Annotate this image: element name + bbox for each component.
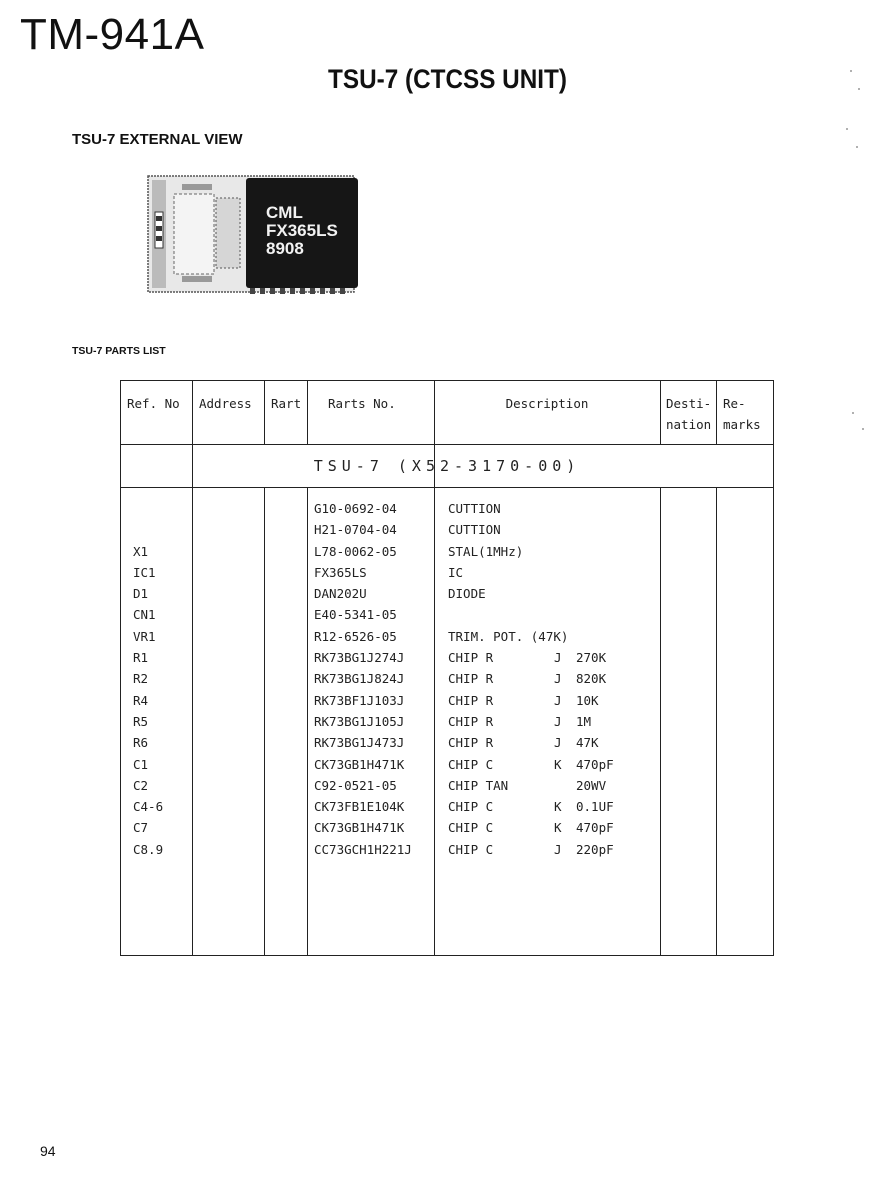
cell-tolerance: J — [554, 713, 562, 729]
cell-value: 220pF — [576, 841, 614, 857]
cell-parts-no: H21-0704-04 — [314, 522, 397, 538]
cell-description: STAL(1MHz) — [448, 543, 524, 559]
cell-ref: R5 — [133, 713, 149, 729]
table-row — [121, 733, 773, 754]
header-remarks — [723, 393, 761, 435]
cell-ref: X1 — [133, 543, 149, 559]
external-view-heading: TSU-7 EXTERNAL VIEW — [72, 131, 243, 148]
parts-table — [120, 380, 774, 956]
cell-ref: VR1 — [133, 628, 156, 644]
cell-parts-no: RK73BG1J824J — [314, 671, 405, 687]
table-row — [121, 776, 773, 797]
group-title: TSU-7 (X52-3170-00) — [313, 457, 581, 475]
header-remarks-line1: Re- — [723, 396, 746, 411]
header-remarks-line2: marks — [723, 417, 761, 432]
scan-speck — [858, 88, 860, 90]
cell-description: CUTTION — [448, 501, 501, 516]
model-title: TM-941A — [20, 10, 205, 59]
cell-description: CHIP C — [448, 820, 494, 836]
col-divider — [660, 381, 661, 445]
table-row — [121, 542, 773, 563]
chip-marking-3: 8908 — [266, 239, 304, 258]
cell-tolerance: J — [554, 692, 562, 708]
cell-description: IC — [448, 564, 464, 580]
header-destination-line2: nation — [666, 417, 712, 432]
cell-description: CHIP R — [448, 735, 494, 751]
unit-photo — [146, 172, 364, 298]
cell-parts-no: C92-0521-05 — [314, 777, 397, 793]
header-part: Rart — [271, 396, 302, 411]
cell-value: 10K — [576, 692, 599, 708]
cell-parts-no: FX365LS — [314, 564, 367, 580]
cell-parts-no: CK73FB1E104K — [314, 799, 405, 815]
cell-parts-no: R12-6526-05 — [314, 628, 397, 644]
cell-parts-no: G10-0692-04 — [314, 501, 397, 516]
table-row — [121, 563, 773, 584]
cell-description: CHIP R — [448, 692, 494, 708]
cell-parts-no: RK73BF1J103J — [314, 692, 405, 708]
cell-ref: R4 — [133, 692, 149, 708]
header-address: Address — [199, 396, 252, 411]
cell-description: DIODE — [448, 586, 486, 602]
cell-tolerance: K — [554, 756, 562, 772]
page-number: 94 — [40, 1143, 56, 1159]
cell-value: 820K — [576, 671, 607, 687]
chip-marking-1: CML — [266, 203, 303, 222]
cell-description: CHIP R — [448, 650, 494, 666]
cell-ref: R1 — [133, 650, 149, 666]
cell-description: CHIP R — [448, 671, 494, 687]
cell-value: 470pF — [576, 756, 614, 772]
cell-parts-no: E40-5341-05 — [314, 607, 397, 623]
table-row — [121, 691, 773, 712]
parts-list-heading: TSU-7 PARTS LIST — [72, 345, 166, 357]
cell-ref: C2 — [133, 777, 149, 793]
cell-parts-no: L78-0062-05 — [314, 543, 397, 559]
table-row — [121, 818, 773, 839]
cell-ref: C4-6 — [133, 799, 164, 815]
cell-value: 1M — [576, 713, 592, 729]
cell-parts-no: RK73BG1J105J — [314, 713, 405, 729]
cell-description: CUTTION — [448, 522, 501, 538]
table-row — [121, 797, 773, 818]
cell-description: CHIP TAN — [448, 777, 509, 793]
scan-speck — [850, 70, 852, 72]
cell-tolerance: K — [554, 820, 562, 836]
cell-tolerance: J — [554, 735, 562, 751]
cell-description: CHIP C — [448, 799, 494, 815]
scan-speck — [852, 412, 854, 414]
table-row — [121, 627, 773, 648]
table-row — [121, 755, 773, 776]
cell-value: 20WV — [576, 777, 607, 793]
parts-rows — [121, 499, 773, 861]
cell-ref: D1 — [133, 586, 149, 602]
table-row — [121, 499, 773, 520]
cell-tolerance: J — [554, 650, 562, 666]
cell-ref: C8.9 — [133, 841, 164, 857]
cell-value: 47K — [576, 735, 599, 751]
table-row — [121, 584, 773, 605]
header-parts-no: Rarts No. — [328, 396, 396, 411]
cell-parts-no: DAN202U — [314, 586, 367, 602]
cell-ref: IC1 — [133, 564, 156, 580]
cell-parts-no: RK73BG1J473J — [314, 735, 405, 751]
table-row — [121, 605, 773, 626]
table-row — [121, 520, 773, 541]
cell-parts-no: RK73BG1J274J — [314, 650, 405, 666]
table-row — [121, 840, 773, 861]
cell-description: CHIP C — [448, 756, 494, 772]
table-row — [121, 669, 773, 690]
cell-value: 270K — [576, 650, 607, 666]
scan-speck — [862, 428, 864, 430]
cell-ref: C7 — [133, 820, 149, 836]
table-row — [121, 712, 773, 733]
cell-parts-no: CC73GCH1H221J — [314, 841, 412, 857]
cell-description: CHIP R — [448, 713, 494, 729]
cell-tolerance: K — [554, 799, 562, 815]
cell-value: 470pF — [576, 820, 614, 836]
cell-parts-no: CK73GB1H471K — [314, 756, 405, 772]
col-divider — [264, 381, 265, 445]
col-divider — [307, 381, 308, 445]
scan-speck — [846, 128, 848, 130]
table-row — [121, 648, 773, 669]
cell-ref: C1 — [133, 756, 149, 772]
cell-description: CHIP C — [448, 841, 494, 857]
unit-title: TSU-7 (CTCSS UNIT) — [328, 64, 567, 94]
cell-tolerance: J — [554, 841, 562, 857]
cell-description: TRIM. POT. (47K) — [448, 628, 569, 644]
cell-parts-no: CK73GB1H471K — [314, 820, 405, 836]
cell-ref: R2 — [133, 671, 149, 687]
chip-marking-2: FX365LS — [266, 221, 338, 240]
header-destination-line1: Desti- — [666, 396, 712, 411]
cell-tolerance: J — [554, 671, 562, 687]
scan-speck — [856, 146, 858, 148]
header-ref-no: Ref. No — [127, 396, 180, 411]
cell-value: 0.1UF — [576, 799, 614, 815]
col-divider — [716, 381, 717, 445]
header-description: Description — [505, 396, 589, 411]
cell-ref: R6 — [133, 735, 149, 751]
header-destination — [666, 393, 711, 435]
cell-ref: CN1 — [133, 607, 156, 623]
